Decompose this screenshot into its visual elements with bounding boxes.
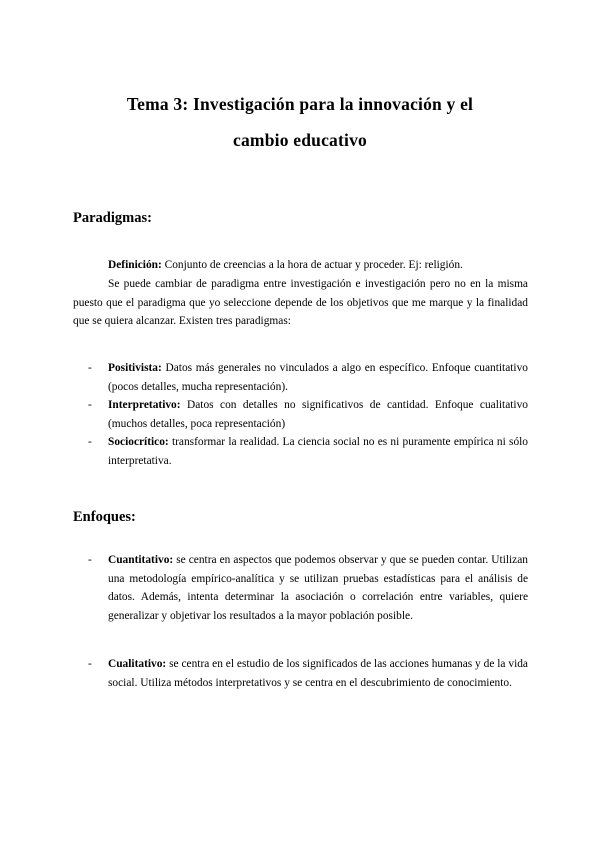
list-dash: - <box>88 362 92 374</box>
list-dash: - <box>88 658 92 670</box>
list-dash: - <box>88 554 92 566</box>
item-label: Interpretativo: <box>108 399 181 411</box>
enfoques-list-cuantitativo <box>88 551 528 625</box>
section-heading-paradigmas: Paradigmas: <box>73 210 152 226</box>
item-label: Positivista: <box>108 362 162 374</box>
item-label: Cualitativo: <box>108 658 167 670</box>
paradigmas-list <box>88 359 528 470</box>
enfoques-list-cualitativo <box>88 655 528 692</box>
paradigmas-paragraph: Se puede cambiar de paradigma entre investigación e investigación pero no en la misma puesto que el paradigma que yo seleccione depende de los objetivos que me marque y la finalidad que se quiera alcanzar. Existen tres paradigmas: <box>73 278 528 327</box>
list-item-sociocritico <box>88 433 528 470</box>
item-text: se centra en aspectos que podemos observar y que se pueden contar. Utilizan una metodología empírico-analítica y se utilizan pruebas estadísticas para el análisis de datos. Además, intenta determinar la asociación o correlación entre variables, quiere generalizar y objetivar los resultados a la mayor población posible. <box>108 554 528 622</box>
list-dash: - <box>88 399 92 411</box>
list-dash: - <box>88 436 92 448</box>
item-text: transformar la realidad. La ciencia social no es ni puramente empírica ni sólo interpretativa. <box>108 436 528 467</box>
item-text: Datos con detalles no significativos de cantidad. Enfoque cualitativo (muchos detalles, poca representación) <box>108 399 528 430</box>
definition-text: Conjunto de creencias a la hora de actuar y proceder. Ej: religión. <box>161 259 463 271</box>
item-text: se centra en el estudio de los significados de las acciones humanas y de la vida social. Utiliza métodos interpretativos y se centra en el descubrimiento de conocimiento. <box>108 658 528 689</box>
document-title-line-1: Tema 3: Investigación para la innovación y el <box>126 94 474 114</box>
item-label: Sociocrítico: <box>108 436 169 448</box>
item-label: Cuantitativo: <box>108 554 174 566</box>
section-heading-enfoques: Enfoques: <box>73 509 136 525</box>
definition-paragraph <box>73 256 528 275</box>
list-item-positivista <box>88 359 528 396</box>
list-item-interpretativo <box>88 396 528 433</box>
item-text: Datos más generales no vinculados a algo en específico. Enfoque cuantitativo (pocos detalles, mucha representación). <box>108 362 528 393</box>
definition-label: Definición: <box>108 259 162 271</box>
document-title-line-2: cambio educativo <box>233 130 367 150</box>
list-item-cualitativo <box>88 655 528 692</box>
list-item-cuantitativo <box>88 551 528 625</box>
